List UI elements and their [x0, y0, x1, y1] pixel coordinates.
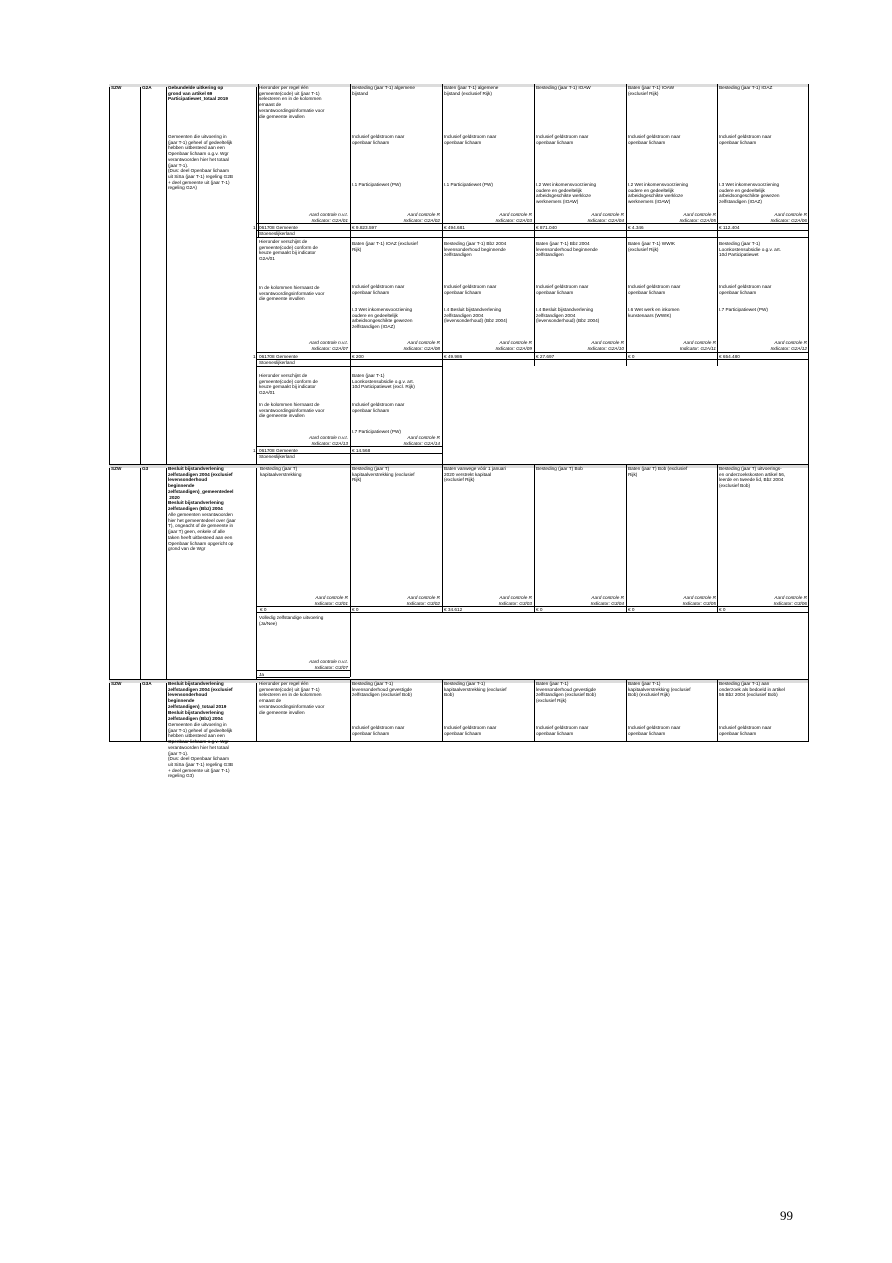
column-heading: Besteding (jaar T) uitvoerings- en onderzoekskosten artikel 56, leerde en tweede lid, Bbz 2004 (exclusief Bob) [719, 466, 786, 489]
extra-question: Volledig zelfstandige uitvoering (Ja/Nee) [259, 615, 324, 626]
column-divider [534, 237, 535, 366]
control-indicator: Aard controle R Indicator: G2A/11 [679, 340, 716, 351]
regulation-description: Gemeenten die uitvoering in (jaar T-1) geheel of gedeeltelijk hebben uitbesteed aan een Openbaar lichaam o.g.v. Wgr verantwoorden hier het totaal (jaar T-1). (Dus: deel Openbaar lichaam uit SiSa (jaar T-1) regeling G2B + deel gemeente uit (jaar T-1) regeling G2A) [168, 134, 234, 191]
column-heading: Baten (jaar T-1) Bbz 2004 levensonderhoud beginnende zelfstandigen [536, 241, 598, 258]
value-cell: € 200 [352, 354, 364, 359]
column-heading: Besteding (jaar T-1) algemene bijstand [352, 85, 415, 96]
control-indicator: Aard controle n.v.t. Indicator: G2A/13 [309, 435, 348, 446]
column-heading: Besteding (jaar T-1) Bbz 2004 levensonderhoud beginnende zelfstandigen [444, 241, 507, 258]
column-heading: Baten (jaar T-1) IOAW (exclusief Rijk) [628, 85, 675, 96]
legal-reference: I.2 Wet inkomensvoorziening oudere en gedeeltelijk arbeidsgeschikte werkloze werknemers (IOAW) [536, 182, 597, 205]
value-cell: € 0 [260, 607, 267, 612]
control-indicator: Aard controle R Indicator: G3/03 [498, 595, 532, 606]
control-indicator: Aard controle R Indicator: G2A/12 [770, 340, 807, 351]
legal-reference: I.4 Besluit bijstandverlening zelfstandigen 2004 (levensonderhoud) (Bbz 2004) [536, 307, 600, 324]
row-index: 1 [253, 354, 256, 359]
column-divider [534, 464, 535, 612]
row-index: 1 [253, 225, 256, 230]
value-cell: € 4.346 [628, 225, 644, 230]
column-divider [717, 84, 718, 237]
control-indicator: Aard controle R Indicator: G2A/06 [770, 212, 807, 223]
regulation-description: Gemeenten die uitvoering in (jaar T-1) geheel of gedeeltelijk hebben uitbesteed aan een Openbaar lichaam o.g.v. Wgr verantwoorden hier het totaal (jaar T-1). (Dus: deel Openbaar lichaam uit SiSa (jaar T-1) regeling G3B + deel gemeente uit (jaar T-1) regeling G3) [168, 722, 234, 779]
ministry-code: SZW [111, 85, 122, 90]
control-indicator: Aard controle n.v.t. Indicator: G3/07 [309, 659, 348, 670]
geldstroom-note: Inclusief geldstroom naar openbaar lichaam [628, 134, 681, 145]
column-divider [350, 612, 351, 677]
column-heading: Besteding (jaar T-1) IOAZ [719, 85, 773, 90]
control-indicator: Aard controle n.v.t. Indicator: G2A/07 [309, 340, 348, 351]
ministry-code: SZW [111, 681, 122, 686]
column-divider [442, 237, 443, 366]
column-divider [350, 464, 351, 612]
column-heading: Baten (jaar T-1) WWIK (exclusief Rijk) [628, 241, 676, 252]
column-divider [350, 237, 351, 366]
column-heading: Besteding (jaar T) kapitaalverstrekking (exclusief Rijk) [352, 466, 415, 483]
page-number: 99 [780, 1208, 793, 1223]
control-indicator: Aard controle R Indicator: G2A/04 [587, 212, 624, 223]
ministry-code: SZW [111, 466, 122, 471]
legal-reference: I.7 Participatiewet (PW) [352, 429, 401, 434]
column-divider [350, 84, 351, 237]
legal-reference: I.2 Wet inkomensvoorziening oudere en gedeeltelijk arbeidsgeschikte werkloze werknemers (IOAW) [628, 182, 689, 205]
geldstroom-note: Inclusief geldstroom naar openbaar lichaam [352, 284, 405, 295]
column-divider [442, 366, 443, 464]
value-cell: € 14.568 [352, 448, 371, 453]
value-cell: € 49.986 [444, 354, 463, 359]
column-heading: Besteding (jaar T) kapitaalverstrekking [260, 466, 302, 477]
column-divider [717, 464, 718, 612]
geldstroom-note: Inclusief geldstroom naar openbaar lichaam [536, 134, 589, 145]
legal-reference: I.1 Participatiewet (PW) [444, 182, 493, 187]
instruction-text: In de kolommen hiernaast de verantwoordingsinformatie voor die gemeente invullen [259, 285, 325, 302]
geldstroom-note: Inclusief geldstroom naar openbaar lichaam [628, 725, 681, 736]
column-divider [626, 237, 627, 366]
column-divider [258, 84, 259, 237]
column-heading: Baten vanwege vóór 1 januari 2020 verstrekt kapitaal (exclusief Rijk) [444, 466, 507, 483]
row-divider [256, 359, 808, 360]
value-cell: € 112.404 [719, 225, 740, 230]
geldstroom-note: Inclusief geldstroom naar openbaar lichaam [536, 725, 589, 736]
instruction-text: Hieronder verschijnt de gemeente(code) conform de keuze gemaakt bij indicator G2A/01 [259, 373, 318, 396]
legal-reference: I.7 Participatiewet (PW) [719, 307, 768, 312]
regulation-title: Gebundelde uitkering op grond van artikel 69 Participatiewet_totaal 2019 [168, 85, 228, 102]
regulation-title: Besluit bijstandverlening zelfstandigen 2004 (exclusief levensonderhoud beginnende zelfstandigen)_gemeentedeel 2020 Besluit bijstandverlening zelfstandigen (Bbz) 2004 [168, 466, 234, 511]
column-heading: Besteding (jaar T-1) aan onderzoek als bedoeld in artikel 56 Bbz 2004 (exclusief Bob) [719, 681, 785, 698]
value-cell: € 34.612 [444, 607, 463, 612]
control-indicator: Aard controle R Indicator: G3/01 [314, 595, 348, 606]
column-divider [534, 84, 535, 237]
regulation-code: G3 [142, 466, 149, 471]
value-cell: € 494.681 [444, 225, 465, 230]
column-divider [140, 84, 141, 742]
column-divider [534, 679, 535, 741]
geldstroom-note: Inclusief geldstroom naar openbaar lichaam [719, 134, 772, 145]
value-cell: Ja [259, 672, 264, 677]
column-divider [717, 679, 718, 741]
legal-reference: I.3 Wet inkomensvoorziening oudere en gedeeltelijk arbeidsongeschikte gewezen zelfstandigen (IOAZ) [719, 182, 780, 205]
column-divider [626, 464, 627, 612]
row-divider [256, 352, 808, 353]
legal-reference: I.6 Wet werk en inkomen kunstenaars (WWIK) [628, 307, 680, 318]
column-divider [350, 679, 351, 741]
row-divider [256, 230, 808, 231]
row-divider [256, 446, 442, 447]
instruction-text: Hieronder per regel één gemeente(code) uit (jaar T-1) selecteren en in de kolommen ernaast de verantwoordingsinformatie voor die gemeente invullen [259, 85, 325, 119]
column-heading: Besteding (jaar T-1) kapitaalverstrekking (exclusief Bob) [444, 681, 507, 698]
sisa-table [109, 84, 808, 779]
column-heading: Baten (jaar T-1) IOAZ (exclusief Rijk) [352, 241, 418, 252]
value-cell: € 0 [719, 607, 726, 612]
control-indicator: Aard controle R Indicator: G3/04 [590, 595, 624, 606]
column-divider [626, 679, 627, 741]
geldstroom-note: Inclusief geldstroom naar openbaar lichaam [719, 284, 772, 295]
value-cell: € 27.697 [536, 354, 555, 359]
geldstroom-note: Inclusief geldstroom naar openbaar lichaam [352, 402, 405, 413]
value-cell: € 0 [628, 354, 635, 359]
legal-reference: I.4 Besluit bijstandverlening zelfstandigen 2004 (levensonderhoud) (Bbz 2004) [444, 307, 508, 324]
column-divider [350, 366, 351, 464]
column-heading: Baten (jaar T-1) levensonderhoud gevestigde zelfstandigen (exclusief Bob) (exclusief Rijk) [536, 681, 596, 704]
value-cell: € 0 [352, 607, 359, 612]
control-indicator: Aard controle R Indicator: G2A/14 [403, 435, 440, 446]
geldstroom-note: Inclusief geldstroom naar openbaar lichaam [444, 284, 497, 295]
control-indicator: Aard controle n.v.t. Indicator: G2A/01 [309, 212, 348, 223]
row-index: 1 [253, 448, 256, 453]
column-divider [256, 84, 257, 742]
municipality-name: 061708 Gemeente Stoeneslijkerland [259, 448, 298, 459]
control-indicator: Aard controle R Indicator: G2A/02 [403, 212, 440, 223]
regulation-title: Besluit bijstandverlening zelfstandigen 2004 (exclusief levensonderhoud beginnende zelfstandigen)_totaal 2019 [168, 681, 233, 709]
instruction-text: Hieronder verschijnt de gemeente(code) conform de keuze gemaakt bij indicator G2A/01 [259, 239, 318, 262]
column-divider [626, 84, 627, 237]
control-indicator: Aard controle R Indicator: G2A/09 [495, 340, 532, 351]
row-divider [256, 612, 808, 613]
instruction-text: Hieronder per regel één gemeente(code) uit (jaar T-1) selecteren en in de kolommen ernaast de verantwoordingsinformatie voor die gemeente invullen [259, 681, 325, 715]
value-cell: € 871.040 [536, 225, 557, 230]
control-indicator: Aard controle R Indicator: G2A/03 [495, 212, 532, 223]
control-indicator: Aard controle R Indicator: G3/06 [773, 595, 807, 606]
control-indicator: Aard controle R Indicator: G2A/08 [403, 340, 440, 351]
table-left-border [109, 84, 110, 742]
regulation-description: Alle gemeenten verantwoorden hier het gemeentedeel over (jaar T), ongeacht of de gemeente in (jaar T) geen, enkele of alle taken heeft uitbesteed aan een Openbaar lichaam opgericht op grond van de Wgr [168, 512, 236, 552]
geldstroom-note: Inclusief geldstroom naar openbaar lichaam [444, 134, 497, 145]
column-heading: Besteding (jaar T-1) Loonkostensubsidie o.g.v. art. 10d Participatiewet [719, 241, 781, 258]
row-divider [256, 670, 350, 671]
column-heading: Baten (jaar T) Bob (exclusief Rijk) [628, 466, 688, 477]
control-indicator: Aard controle R Indicator: G2A/05 [679, 212, 716, 223]
column-divider [442, 679, 443, 741]
column-divider [166, 84, 167, 742]
column-divider [442, 84, 443, 237]
geldstroom-note: Inclusief geldstroom naar openbaar lichaam [352, 725, 405, 736]
column-heading: Baten (jaar T-1) algemene bijstand (exclusief Rijk) [444, 85, 499, 96]
column-divider [442, 464, 443, 612]
row-divider [256, 223, 808, 224]
column-heading: Baten (jaar T-1) Loonkostensubsidie o.g.v. art. 10d Participatiewet (excl. Rijk) [352, 373, 415, 390]
legal-reference: I.1 Participatiewet (PW) [352, 182, 401, 187]
geldstroom-note: Inclusief geldstroom naar openbaar lichaam [628, 284, 681, 295]
control-indicator: Aard controle R Indicator: G3/02 [406, 595, 440, 606]
regulation-code: G3A [142, 681, 152, 686]
row-divider [256, 453, 442, 454]
control-indicator: Aard controle R Indicator: G3/05 [682, 595, 716, 606]
column-heading: Besteding (jaar T-1) IOAW [536, 85, 591, 90]
row-divider [256, 677, 350, 678]
municipality-name: 061708 Gemeente Stoeneslijkerland [259, 225, 298, 236]
geldstroom-note: Inclusief geldstroom naar openbaar lichaam [444, 725, 497, 736]
value-cell: € 0 [536, 607, 543, 612]
instruction-text: In de kolommen hiernaast de verantwoordingsinformatie voor die gemeente invullen [259, 402, 325, 419]
geldstroom-note: Inclusief geldstroom naar openbaar lichaam [536, 284, 589, 295]
column-heading: Baten (jaar T-1) kapitaalverstrekking (exclusief Bob) (exclusief Rijk) [628, 681, 691, 698]
value-cell: € 0 [628, 607, 635, 612]
row-divider [256, 237, 808, 238]
value-cell: € 654.480 [719, 354, 740, 359]
column-heading: Besteding (jaar T) Bob [536, 466, 583, 471]
table-right-border [808, 84, 809, 742]
row-divider [256, 366, 442, 367]
column-divider [717, 237, 718, 366]
geldstroom-note: Inclusief geldstroom naar openbaar lichaam [719, 725, 772, 736]
column-heading: Besteding (jaar T-1) levensonderhoud gevestigde zelfstandigen (exclusief Bob) [352, 681, 412, 698]
geldstroom-note: Inclusief geldstroom naar openbaar lichaam [352, 134, 405, 145]
regulation-code: G2A [142, 85, 152, 90]
control-indicator: Aard controle R Indicator: G2A/10 [587, 340, 624, 351]
municipality-name: 061708 Gemeente Stoeneslijkerland [259, 354, 298, 365]
regulation-subtitle: Besluit bijstandverlening zelfstandigen (Bbz) 2004 [168, 710, 224, 721]
legal-reference: I.3 Wet inkomensvoorziening oudere en gedeeltelijk arbeidsongeschikte gewezen zelfstandigen (IOAZ) [352, 307, 413, 330]
value-cell: € 9.823.597 [352, 225, 377, 230]
